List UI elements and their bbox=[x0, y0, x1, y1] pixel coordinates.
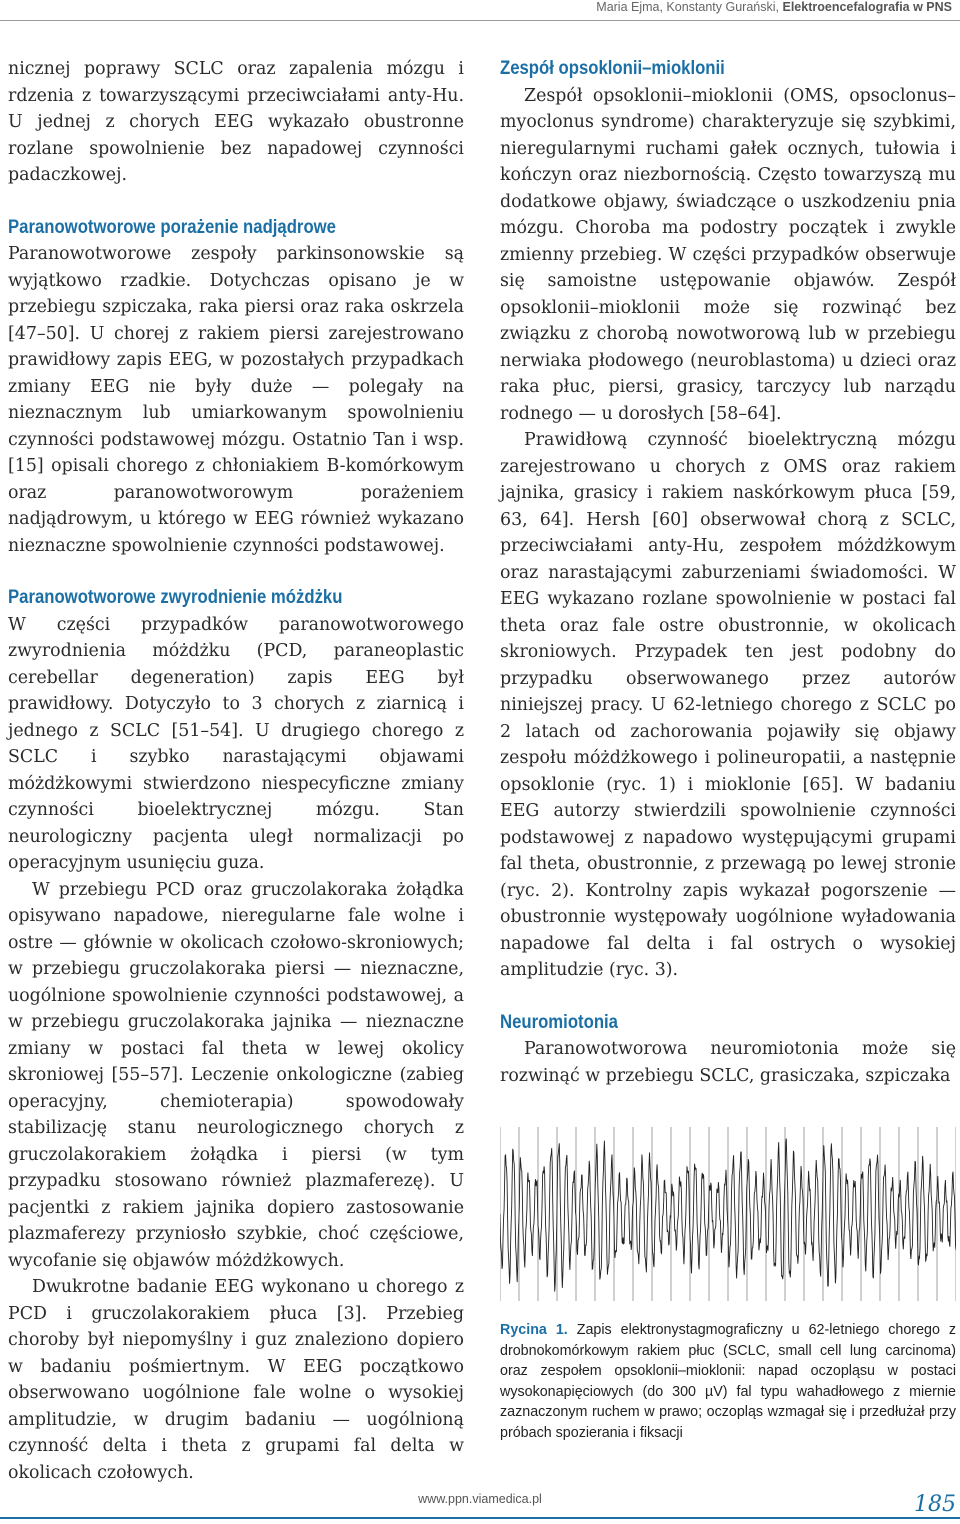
figure-caption-text: Zapis elektronystagmograficzny u 62-letniego chorego z drobnokomórkowym rakiem płuc (SCLC, small cell lung carcinoma) oraz zespołem opsoklonii–mioklonii: napad oczopląsu w postaci wysokonapięciowych (do 300 µV) fal typu wahadłowego z miernie zaznaczonym ruchem w prawo; oczopląs wzmagał się i przedłużał przy próbach spozierania i fiksacji bbox=[500, 1322, 957, 1441]
header-authors: Maria Ejma, Konstanty Gurański, bbox=[596, 0, 779, 14]
left-paragraph-4: Dwukrotne badanie EEG wykonano u chorego z PCD i gruczolakorakiem płuca [3]. Przebieg choroby był niepomyślny i guz znaleziono dopiero w badaniu pośmiertnym. W EEG początkowo obserwowano uogólnione fale wolne o wysokiej amplitudzie, w drugim badaniu — uogólnioną czynność delta i theta z grupami fal delta w okolicach czołowych. bbox=[8, 1277, 464, 1483]
header-title: Elektroencefalografia w PNS bbox=[782, 0, 952, 14]
footer-rule bbox=[0, 1517, 960, 1519]
left-paragraph-0: nicznej poprawy SCLC oraz zapalenia mózgu i rdzenia z towarzyszącymi przeciwciałami anty-Hu. U jednej z chorych EEG wykazało obustronne rozlane spowolnienie bez napadowej czynności padaczkowej. bbox=[8, 59, 464, 185]
left-paragraph-3: W przebiegu PCD oraz gruczolakoraka żołądka opisywano napadowe, nieregularne fale wolne i ostre — głównie w okolicach czołowo-skroniowych; w przebiegu gruczolakoraka piersi — nieznaczne, uogólnione spowolnienie czynności podstawowej, a w przebiegu gruczolakoraka jajnika — nieznaczne zmiany w postaci fal theta w lewej okolicy skroniowej [55–57]. Leczenie onkologiczne (zabieg operacyjny, chemioterapia) spowodowały stabilizację stanu neurologicznego chorych z gruczolakorakiem żołądka i piersi (w tym przypadku stosowano również plazmaferezę). U pacjentki z rakiem jajnika dopiero zastosowanie plazmaferezy przyniosło szybkie, choć częściowe, wycofanie się objawów móżdżkowych. bbox=[8, 879, 464, 1271]
section-heading-oms: Zespół opsoklonii–mioklonii bbox=[500, 58, 725, 79]
section-heading-supranuclear: Paranowotworowe porażenie nadjądrowe bbox=[8, 216, 336, 238]
spacer bbox=[8, 189, 464, 215]
spacer bbox=[8, 559, 464, 585]
right-paragraph-1: Zespół opsoklonii–mioklonii (OMS, opsoclonus–myoclonus syndrome) charakteryzuje się szybkimi, nieregularnymi ruchami gałek ocznych, tułowia i kończyn oraz niezbornością. Często towarzyszą mu dodatkowe objawy, świadczące o uszkodzeniu pnia mózgu. Choroba ma podostry początek i zwykle zmienny przebieg. W części przypadków obserwuje się samoistne ustępowanie objawów. Zespół opsoklonii–mioklonii może się rozwinąć bez związku z chorobą nowotworową lub w przebiegu nerwiaka płodowego (neuroblastoma) u dzieci oraz raka płuc, piersi, grasicy, tarczycy lub narządu rodnego — u dorosłych [58–64]. bbox=[500, 85, 956, 424]
footer-url: www.ppn.viamedica.pl bbox=[418, 1492, 542, 1506]
header-rule bbox=[0, 20, 960, 21]
right-paragraph-2: Prawidłową czynność bioelektryczną mózgu zarejestrowano u chorych z OMS oraz rakiem jajnika, grasicy i rakiem naskórkowym płuca [59, 63, 64]. Hersh [60] obserwował chorą z SCLC, przeciwciałami anty-Hu, zespołem móżdżkowym oraz narastającymi zaburzeniami świadomości. W EEG wykazano rozlane spowolnienie w postaci fal theta oraz fale ostre obustronnie, w okolicach skroniowych. Przypadek ten jest podobny do przypadku obserwowanego przez autorów niniejszej pracy. U 62-letniego chorego z SCLC po 2 latach od zachorowania pojawiły się objawy zespołu móżdżkowego i polineuropatii, a następnie opsoklonie (ryc. 1) i mioklonie [65]. W badaniu EEG autorzy stwierdzili spowolnienie czynności podstawowej z napadowo występującymi grupami fal theta, obustronnie, z przewagą po lewej stronie (ryc. 2). Kontrolny zapis wykazał pogorszenie — obustronnie występowały uogólnione wyładowania napadowe fal delta i fal ostrych o wysokiej amplitudzie (ryc. 3). bbox=[500, 430, 956, 980]
left-column bbox=[8, 56, 464, 1486]
right-column bbox=[500, 56, 956, 1089]
left-paragraph-2: W części przypadków paranowotworowego zwyrodnienia móżdżku (PCD, paraneoplastic cerebellar degeneration) zapis EEG był prawidłowy. Dotyczyło to 3 chorych z ziarnicą i jednego z SCLC [51–54]. U drugiego chorego z SCLC i szybko narastającymi objawami móżdżkowymi stwierdzono niespecyficzne zmiany czynności bioelektrycznej mózgu. Stan neurologiczny pacjenta uległ normalizacji po operacyjnym usunięciu guza. bbox=[8, 614, 464, 873]
section-heading-cerebellar: Paranowotworowe zwyrodnienie móżdżku bbox=[8, 587, 343, 608]
spacer bbox=[500, 984, 956, 1010]
eng-trace-figure bbox=[500, 1127, 956, 1301]
left-paragraph-1: Paranowotworowe zespoły parkinsonowskie są wyjątkowo rzadkie. Dotychczas opisano je w przebiegu szpiczaka, raka piersi oraz raka oskrzela [47–50]. U chorej z rakiem piersi zarejestrowano prawidłowy zapis EEG, w pozostałych przypadkach zmiany EEG nie były duże — polegały na nieznacznym lub umiarkowanym spowolnieniu czynności podstawowej mózgu. Ostatnio Tan i wsp. [15] opisali chorego z chłoniakiem B-komórkowym oraz paranowotworowym porażeniem nadjądrowym, u którego w EEG również wykazano nieznaczne spowolnienie czynności podstawowej. bbox=[8, 244, 464, 556]
figure-label: Rycina 1. bbox=[500, 1322, 568, 1338]
right-paragraph-3: Paranowotworowa neuromiotonia może się rozwinąć w przebiegu SCLC, grasiczaka, szpiczaka bbox=[500, 1039, 956, 1086]
running-header bbox=[596, 0, 952, 14]
page-number: 185 bbox=[914, 1492, 956, 1517]
figure-caption bbox=[500, 1320, 956, 1443]
section-heading-neuromyotonia: Neuromiotonia bbox=[500, 1011, 618, 1033]
